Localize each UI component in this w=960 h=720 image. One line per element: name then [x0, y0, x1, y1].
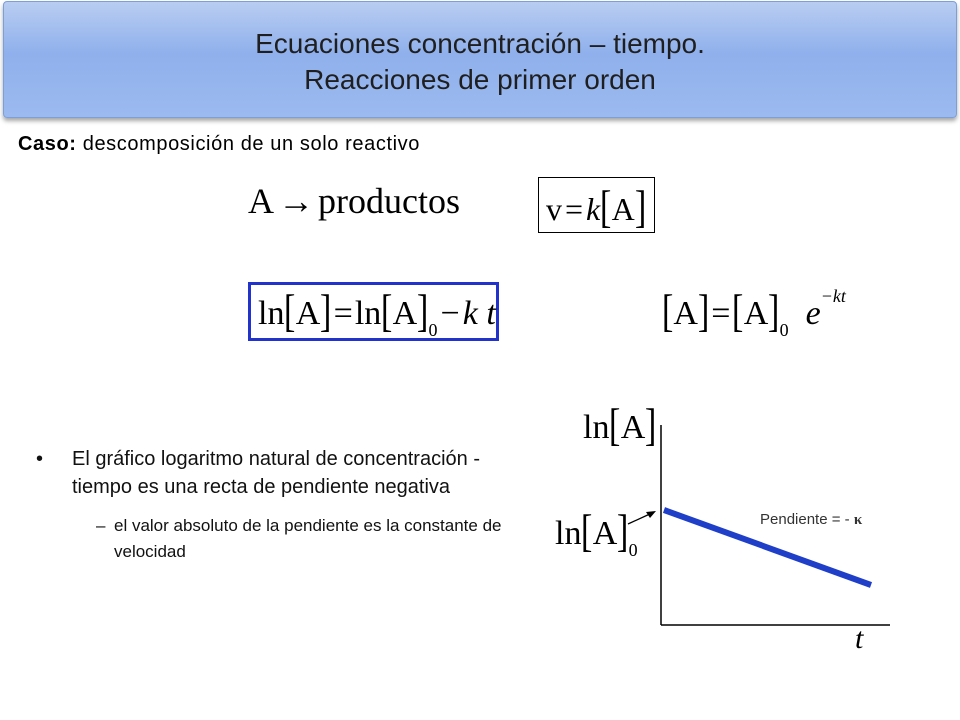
- title-line-2: Reacciones de primer orden: [304, 64, 656, 95]
- bullet-dot: •: [36, 448, 44, 470]
- exponent: −kt: [820, 286, 846, 306]
- bullet-text: El gráfico logaritmo natural de concentración - tiempo es una recta de pendiente negativa: [72, 448, 480, 498]
- species-symbol: A: [620, 409, 646, 446]
- bracket-close: ]: [617, 505, 629, 556]
- bracket-close: ]: [320, 285, 332, 336]
- kappa-symbol: κ: [853, 512, 863, 528]
- rate-constant: k: [586, 191, 601, 227]
- reaction-arrow: →: [278, 181, 314, 221]
- equals-sign: =: [333, 295, 353, 332]
- bracket-open: [: [381, 285, 393, 336]
- species-symbol: A: [611, 191, 635, 227]
- bracket-close: ]: [634, 181, 647, 232]
- bracket-close: ]: [645, 399, 657, 450]
- slope-label: [760, 511, 862, 529]
- time-symbol: t: [486, 295, 496, 332]
- bracket-close: ]: [417, 285, 429, 336]
- bracket-open: [: [732, 285, 744, 336]
- bracket-open: [: [600, 181, 612, 232]
- species-symbol: A: [592, 515, 618, 552]
- species-symbol: A: [743, 295, 769, 332]
- bracket-close: ]: [697, 285, 710, 336]
- minus-sign: −: [440, 295, 460, 332]
- species-symbol: A: [392, 295, 418, 332]
- sub-bullet-dash: –: [96, 516, 106, 535]
- bracket-open: [: [284, 285, 296, 336]
- reactant-symbol: A: [248, 181, 274, 221]
- species-symbol: A: [673, 295, 698, 332]
- ln-operator: ln: [258, 295, 285, 332]
- products-text: productos: [318, 181, 460, 221]
- y-axis-label: [583, 398, 657, 451]
- case-label: Caso:: [18, 133, 77, 155]
- bracket-open: [: [609, 399, 621, 450]
- euler-e: e: [805, 295, 821, 332]
- case-text: descomposición de un solo reactivo: [76, 133, 420, 155]
- subscript-zero: 0: [428, 320, 438, 340]
- x-axis-label: t: [855, 622, 864, 655]
- bracket-open: [: [581, 505, 593, 556]
- equals-sign: =: [565, 191, 584, 227]
- bracket-open: [: [661, 285, 674, 336]
- subscript-zero: 0: [628, 540, 638, 560]
- ln-operator: ln: [583, 409, 610, 446]
- rate-constant: k: [462, 295, 478, 332]
- species-symbol: A: [295, 295, 321, 332]
- sub-bullet-text: el valor absoluto de la pendiente es la constante de velocidad: [114, 516, 502, 561]
- equals-sign: =: [711, 295, 731, 332]
- slope-text: Pendiente = -: [760, 511, 854, 528]
- subscript-zero: 0: [779, 320, 789, 340]
- y-intercept-label: [555, 504, 638, 561]
- rate-symbol: v: [546, 191, 562, 227]
- bracket-close: ]: [768, 285, 780, 336]
- ln-operator: ln: [354, 295, 382, 332]
- ln-operator: ln: [555, 515, 582, 552]
- title-line-1: Ecuaciones concentración – tiempo.: [255, 28, 705, 59]
